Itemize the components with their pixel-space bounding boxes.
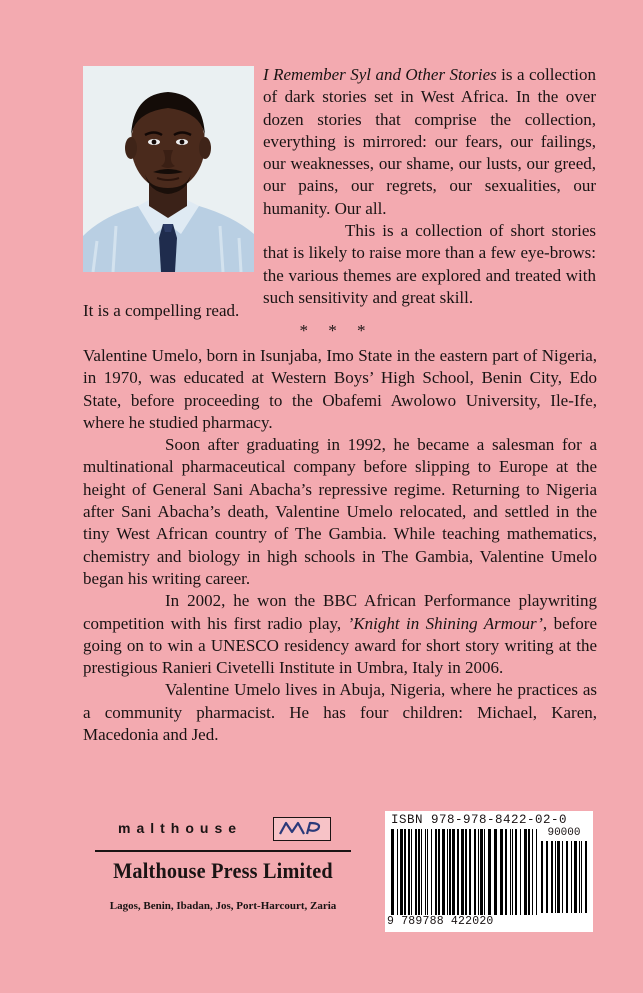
blurb-closing-line: It is a compelling read.: [83, 301, 240, 320]
bio-paragraph-4: Valentine Umelo lives in Abuja, Nigeria, where he practices as a community pharmacist. He has four children: Michael, Karen, Macedonia and Jed.: [83, 680, 597, 745]
isbn-number: ISBN 978-978-8422-02-0: [391, 813, 568, 827]
publisher-mark-icon: [273, 817, 331, 841]
isbn-barcode: [385, 811, 593, 932]
book-blurb: [263, 64, 596, 309]
supplement-bars: [541, 841, 587, 913]
book-title: I Remember Syl and Other Stories: [263, 65, 497, 84]
bio-paragraph-3-end: , before going on to win a UNESCO residency award for short story writing at the prestigious Ranieri Civetelli Institute in Umbra, Italy in 2006.: [83, 613, 598, 678]
author-photo: [83, 66, 254, 272]
bio-paragraph-3: [83, 590, 597, 679]
bio-paragraph-2: Soon after graduating in 1992, he became a salesman for a multinational pharmaceutical company before slipping to Europe at the height of General Sani Abacha’s repressive regime. Returning to Nigeria after Sani Abacha’s death, Valentine Umelo relocated, and settled in the tiny West African country of The Gambia. While teaching mathematics, chemistry and biology in high schools in The Gambia, Valentine Umelo began his writing career.: [83, 435, 597, 588]
barcode-supplement: 90000: [547, 827, 581, 839]
blurb-paragraph-1: [263, 64, 596, 220]
bio-paragraph-1: Valentine Umelo, born in Isunjaba, Imo State in the eastern part of Nigeria, in 1970, was educated at Western Boys’ High School, Benin City, Edo State, before proceeding to the Obafemi Awolowo University, Ile-Ife, where he studied pharmacy.: [83, 346, 597, 432]
author-bio: [83, 345, 597, 746]
publisher-logo: [118, 817, 332, 843]
blurb-paragraph-2: This is a collection of short stories that is likely to raise more than a few eye-brows: the various themes are explored and treated with such sensitivity and great skill.: [263, 221, 596, 307]
blurb-paragraph-1-text: is a collection of dark stories set in West Africa. In the over dozen stories that comprise the collection, everything is mirrored: our fears, our failings, our weaknesses, our shame, our lusts, our greed, our pains, our regrets, our sexualities, our humanity. Our all.: [263, 65, 596, 218]
publisher-cities: Lagos, Benin, Ibadan, Jos, Port-Harcourt, Zaria: [109, 900, 337, 912]
barcode-digits: 9 789788 422020: [387, 915, 494, 928]
section-separator: * * *: [299, 321, 374, 340]
bio-paragraph-3-start: In 2002, he won the BBC African Performance playwriting competition with his first radio play,: [83, 591, 597, 633]
publisher-divider: [95, 850, 351, 852]
barcode-bars: [391, 829, 537, 915]
radio-play-title: ’Knight in Shining Armour’: [347, 613, 543, 633]
publisher-logo-word: malthouse: [118, 820, 243, 836]
publisher-name: Malthouse Press Limited: [113, 858, 333, 883]
